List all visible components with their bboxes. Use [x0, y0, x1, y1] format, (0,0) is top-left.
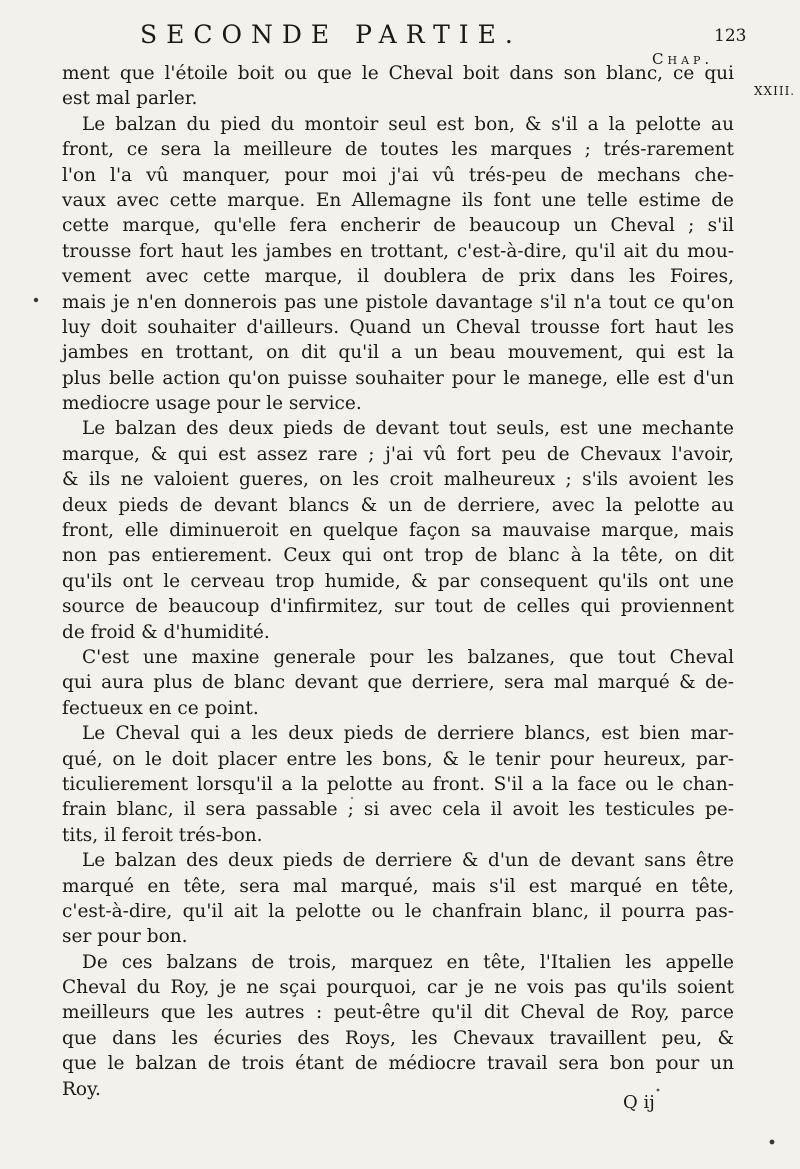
text-line: meilleurs que les autres : peut-être qu'il dit Cheval de Roy, parce [62, 1002, 734, 1024]
text-line: de froid & d'humidité. [62, 621, 270, 643]
text-line: front, ce sera la meilleure de toutes les marques ; trés-rarement [62, 139, 734, 161]
text-line: fectueux en ce point. [62, 697, 259, 719]
text-line: ticulierement lorsqu'il a la pelotte au front. S'il a la face ou le chan- [62, 773, 734, 795]
text-line: ment que l'étoile boit ou que le Cheval boit dans son blanc, ce qui [62, 63, 734, 84]
text-line: mais je n'en donnerois pas une pistole davantage s'il n'a tout ce qu'on [62, 291, 734, 313]
text-line: De ces balzans de trois, marquez en tête, l'Italien les appelle [82, 951, 734, 973]
text-line: tits, il feroit trés-bon. [62, 824, 263, 846]
text-line: qu'ils ont le cerveau trop humide, & par consequent qu'ils ont une [62, 570, 734, 592]
page-number: 123 [714, 26, 747, 46]
catchword: Q ij [623, 1092, 655, 1113]
text-line: Cheval du Roy, je ne sçai pourquoi, car je ne vois pas qu'ils soient [62, 977, 734, 999]
text-line: Roy. [62, 1078, 101, 1100]
text-line: deux pieds de devant blancs & un de derriere, avec la pelotte au [62, 494, 734, 516]
text-line: Le balzan des deux pieds de devant tout seuls, est une mechante [82, 418, 734, 440]
text-line: cette marque, qu'elle fera encherir de beaucoup un Cheval ; s'il [62, 215, 734, 237]
chapter-label: Chap. [652, 50, 714, 68]
ink-speck [770, 1140, 775, 1145]
text-line: plus belle action qu'on puisse souhaiter pour le manege, elle est d'un [62, 367, 734, 389]
text-line: qui aura plus de blanc devant que derriere, sera mal marqué & de- [62, 672, 734, 694]
text-line: Le balzan du pied du montoir seul est bon, & s'il a la pelotte au [82, 113, 734, 135]
body-text [62, 61, 734, 1102]
text-line: que dans les écuries des Roys, les Chevaux travaillent peu, & [62, 1027, 734, 1049]
text-line: vaux avec cette marque. En Allemagne ils font une telle estime de [62, 189, 734, 211]
text-line: frain blanc, il sera passable ; si avec cela il avoit les testicules pe- [62, 799, 734, 821]
text-line: Le Cheval qui a les deux pieds de derriere blancs, est bien mar- [82, 723, 734, 745]
text-line: qué, on le doit placer entre les bons, & le tenir pour heureux, par- [62, 748, 734, 770]
text-line: Le balzan des deux pieds de derriere & d'un de devant sans être [82, 850, 734, 872]
ink-speck [34, 298, 38, 302]
text-line: ser pour bon. [62, 926, 188, 948]
text-line: front, elle diminueroit en quelque façon sa mauvaise marque, mais [62, 520, 734, 542]
text-line: est mal parler. [62, 88, 198, 110]
text-line: vement avec cette marque, il doublera de prix dans les Foires, [62, 266, 734, 288]
text-line: c'est-à-dire, qu'il ait la pelotte ou le chanfrain blanc, il pourra pas- [62, 900, 734, 922]
text-line: mediocre usage pour le service. [62, 393, 362, 415]
text-line: l'on l'a vû manquer, pour moi j'ai vû trés-peu de mechans che- [62, 164, 734, 186]
text-line: que le balzan de trois étant de médiocre travail sera bon pour un [62, 1053, 734, 1075]
chapter-number: XXIII. [754, 84, 796, 98]
text-line: luy doit souhaiter d'ailleurs. Quand un Cheval trousse fort haut les [62, 316, 734, 338]
text-line: marque, & qui est assez rare ; j'ai vû fort peu de Chevaux l'avoir, [62, 443, 734, 465]
text-line: non pas entierement. Ceux qui ont trop de blanc à la tête, on dit [62, 545, 734, 567]
running-head-title: SECONDE PARTIE. [140, 20, 522, 49]
text-line: trousse fort haut les jambes en trottant, c'est-à-dire, qu'il ait du mou- [62, 240, 734, 262]
text-line: marqué en tête, sera mal marqué, mais s'il est marqué en tête, [62, 875, 734, 897]
text-line: C'est une maxine generale pour les balzanes, que tout Cheval [82, 646, 734, 668]
text-line: jambes en trottant, on dit qu'il a un beau mouvement, qui est la [62, 342, 734, 364]
text-line: & ils ne valoient gueres, on les croit malheureux ; s'ils avoient les [62, 469, 734, 491]
text-line: source de beaucoup d'infirmitez, sur tout de celles qui proviennent [62, 596, 734, 618]
